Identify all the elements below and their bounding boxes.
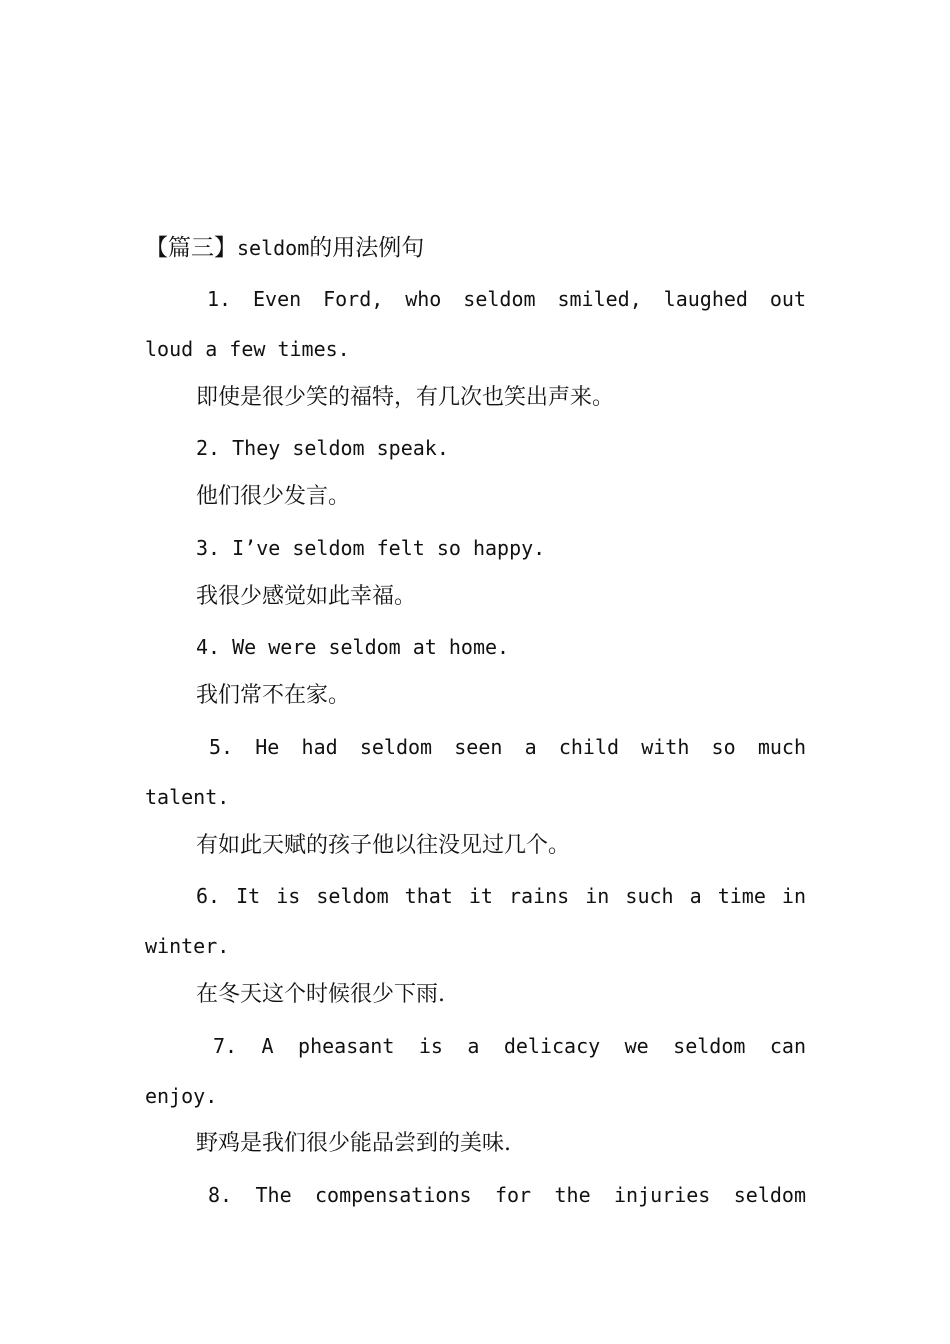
section-heading <box>145 223 806 273</box>
example-7-english-line-1: 7. A pheasant is a delicacy we seldom can <box>213 1034 806 1058</box>
heading-suffix: 的用法例句 <box>309 235 425 261</box>
example-4-english: 4. We were seldom at home. <box>196 635 510 659</box>
example-6-english-line-1: 6. It is seldom that it rains in such a time in <box>196 884 806 908</box>
example-3-chinese: 我很少感觉如此幸福。 <box>196 584 417 609</box>
example-5-english-line-2: talent. <box>145 785 230 809</box>
example-2-english: 2. They seldom speak. <box>196 436 449 460</box>
example-4-chinese: 我们常不在家。 <box>196 683 351 708</box>
example-6-english-line-2: winter. <box>145 934 230 958</box>
heading-word: seldom <box>237 236 310 260</box>
example-5-chinese: 有如此天赋的孩子他以往没见过几个。 <box>196 833 571 858</box>
example-1-english-line-2: loud a few times. <box>145 337 350 361</box>
example-7-chinese: 野鸡是我们很少能品尝到的美味. <box>196 1131 511 1156</box>
example-3-english: 3. I’ve seldom felt so happy. <box>196 536 546 560</box>
example-2-chinese: 他们很少发言。 <box>196 484 351 509</box>
example-8-english-line-1: 8. The compensations for the injuries seldom <box>208 1183 806 1207</box>
example-1-chinese: 即使是很少笑的福特，有几次也笑出声来。 <box>196 385 615 410</box>
example-1-english-line-1: 1. Even Ford, who seldom smiled, laughed out <box>207 287 806 311</box>
heading-prefix: 【篇三】 <box>145 235 237 261</box>
example-5-english-line-1: 5. He had seldom seen a child with so much <box>209 735 806 759</box>
example-7-english-line-2: enjoy. <box>145 1084 218 1108</box>
example-6-chinese: 在冬天这个时候很少下雨. <box>196 982 445 1007</box>
